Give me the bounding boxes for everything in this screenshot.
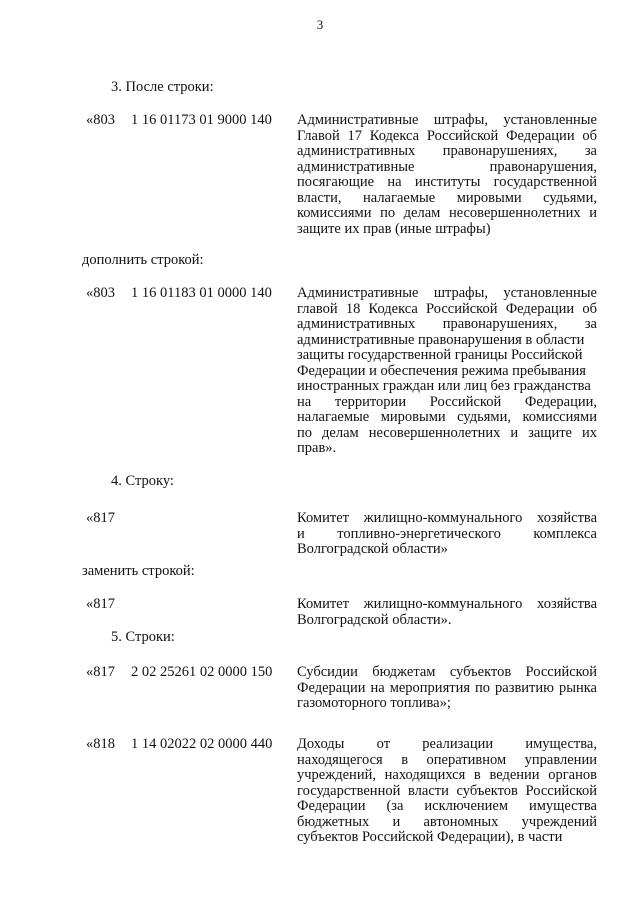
- item5-row1-description: [297, 665, 597, 712]
- page-number: 3: [316, 17, 324, 32]
- item3-row2-code-kbk: 1 16 01183 01 0000 140: [131, 285, 272, 301]
- description-line: Федерации на мероприятия по развитию рынка: [297, 679, 597, 696]
- item4-row2-code-admin: «817: [86, 596, 115, 612]
- description-line: административные правонарушения в области: [297, 331, 585, 348]
- item5-row2-code-admin: «818: [86, 736, 115, 752]
- description-line: главой 18 Кодекса Российской Федерации об: [297, 300, 597, 317]
- description-line: бюджетных и автономных учреждений: [297, 813, 597, 830]
- description-line: и топливно-энергетического комплекса: [297, 525, 597, 542]
- description-line: субъектов Российской Федерации), в части: [297, 829, 563, 845]
- description-line: находящегося в оперативном управлении: [297, 751, 597, 768]
- item3-row2-description: [297, 286, 597, 457]
- item3-heading: 3. После строки:: [111, 79, 214, 95]
- description-line: защите их прав (иные штрафы): [297, 220, 491, 237]
- item4-connector: заменить строкой:: [82, 563, 195, 579]
- description-line: прав».: [297, 440, 337, 456]
- item3-row2-code-admin: «803: [86, 285, 115, 301]
- item3-row1-description: [297, 113, 597, 237]
- item5-row2-description: [297, 737, 597, 846]
- description-line: Административные штрафы, установленные: [297, 112, 597, 128]
- description-line: Административные штрафы, установленные: [297, 285, 597, 301]
- description-line: Доходы от реализации имущества,: [297, 736, 597, 752]
- description-line: Федерации (за исключением имущества: [297, 798, 597, 814]
- item4-row2-description: [297, 597, 597, 628]
- description-line: Волгоградской области»: [297, 541, 448, 557]
- description-line: газомоторного топлива»;: [297, 695, 451, 711]
- description-line: Волгоградской области».: [297, 611, 452, 628]
- description-line: посягающие на институты государственной: [297, 174, 597, 190]
- description-line: комиссиями по делам несовершеннолетних и: [297, 205, 597, 221]
- description-line: административных правонарушениях, за: [297, 143, 597, 159]
- description-line: Комитет жилищно-коммунального хозяйства: [297, 596, 597, 612]
- item5-row1-code-admin: «817: [86, 664, 115, 680]
- item5-row1-code-kbk: 2 02 25261 02 0000 150: [131, 664, 273, 680]
- description-line: по делам несовершеннолетних и защите их: [297, 424, 597, 441]
- item3-row1-code-kbk: 1 16 01173 01 9000 140: [131, 112, 272, 128]
- description-line: Комитет жилищно-коммунального хозяйства: [297, 510, 597, 526]
- description-line: защиты государственной границы Российской: [297, 347, 583, 363]
- item3-connector: дополнить строкой:: [82, 252, 204, 268]
- item4-heading: 4. Строку:: [111, 473, 174, 489]
- description-line: власти, налагаемые мировыми судьями,: [297, 189, 597, 206]
- description-line: Субсидии бюджетам субъектов Российской: [297, 664, 597, 680]
- item5-row2-code-kbk: 1 14 02022 02 0000 440: [131, 736, 273, 752]
- description-line: административных правонарушениях, за: [297, 316, 597, 332]
- description-line: на территории Российской Федерации,: [297, 393, 597, 410]
- description-line: налагаемые мировыми судьями, комиссиями: [297, 409, 597, 425]
- description-line: иностранных граждан или лиц без гражданства: [297, 378, 591, 394]
- item4-row1-code-admin: «817: [86, 510, 115, 526]
- item3-row1-code-admin: «803: [86, 112, 115, 128]
- description-line: Федерации и обеспечения режима пребывания: [297, 362, 586, 379]
- description-line: Главой 17 Кодекса Российской Федерации об: [297, 127, 597, 144]
- item5-heading: 5. Строки:: [111, 629, 175, 645]
- description-line: государственной власти субъектов Российской: [297, 782, 597, 799]
- description-line: административные правонарушения,: [297, 158, 597, 175]
- item4-row1-description: [297, 511, 597, 558]
- description-line: учреждений, находящихся в ведении органов: [297, 767, 597, 783]
